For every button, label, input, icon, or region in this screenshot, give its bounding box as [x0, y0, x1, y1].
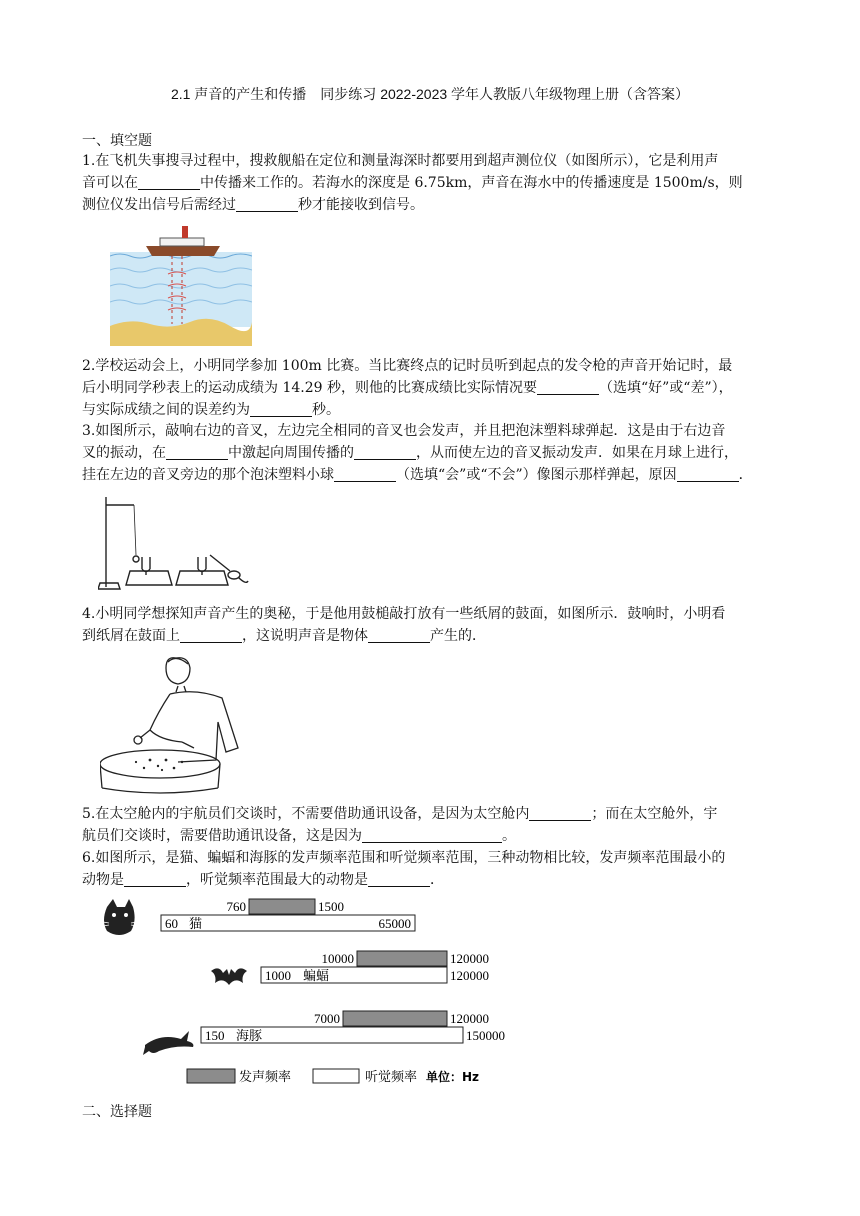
question-2	[82, 355, 782, 421]
emit-high-label: 120000	[450, 1011, 489, 1026]
q1-line1: 1.在飞机失事搜寻过程中，搜救舰船在定位和测量海深时都要用到超声测位仪（如图所示），它是利用声	[82, 153, 719, 169]
q2-line2: 后小明同学秒表上的运动成绩为 14.29 秒，则他的比赛成绩比实际情况要 （选填“好”或“差”），	[82, 380, 733, 396]
answer-blank[interactable]	[166, 444, 228, 460]
section-heading-choice: 二、选择题	[82, 1104, 152, 1120]
emit-bar	[357, 951, 447, 966]
legend-emit-swatch	[187, 1069, 235, 1083]
answer-blank[interactable]	[529, 805, 591, 821]
emit-low-label: 7000	[314, 1011, 340, 1026]
question-3	[82, 420, 782, 486]
dolphin-icon	[143, 1031, 193, 1055]
emit-high-label: 120000	[450, 951, 489, 966]
question-6	[82, 847, 782, 891]
page-title: 2.1 声音的产生和传播 同步练习 2022-2023 学年人教版八年级物理上册（含答案）	[170, 86, 690, 102]
tuning-fork-figure	[98, 495, 250, 595]
answer-blank[interactable]	[180, 627, 242, 643]
q5-line2: 航员们交谈时，需要借助通讯设备，这是因为 。	[82, 828, 516, 844]
q3-line3: 挂在左边的音叉旁边的那个泡沫塑料小球 （选填“会”或“不会”）像图示那样弹起，原因 ．	[82, 467, 753, 483]
bat-icon	[211, 968, 247, 985]
q4-line1: 4.小明同学想探知声音产生的奥秘，于是他用鼓槌敲打放有一些纸屑的鼓面，如图所示．鼓响时，小明看	[82, 606, 726, 622]
q6-line1: 6.如图所示，是猫、蝙蝠和海豚的发声频率范围和听觉频率范围，三种动物相比较，发声频率范围最小的	[82, 850, 726, 866]
q3-line1: 3.如图所示，敲响右边的音叉，左边完全相同的音叉也会发声，并且把泡沫塑料球弹起．这是由于右边音	[82, 423, 726, 439]
hear-low-label: 1000	[265, 968, 291, 983]
answer-blank[interactable]	[368, 627, 430, 643]
section-heading-fill: 一、填空题	[82, 133, 152, 149]
q2-line3: 与实际成绩之间的误差约为 秒。	[82, 402, 340, 418]
answer-blank[interactable]	[236, 196, 298, 212]
animal-name-label: 海豚	[236, 1029, 263, 1044]
cat-icon	[103, 899, 137, 935]
legend-emit-label: 发声频率	[239, 1070, 292, 1085]
answer-blank[interactable]	[250, 401, 312, 417]
hear-low-label: 60	[165, 916, 178, 931]
hear-high-label: 120000	[450, 968, 489, 983]
answer-blank[interactable]	[124, 871, 186, 887]
legend-hear-swatch	[313, 1069, 359, 1083]
legend-unit: 单位：Hz	[426, 1070, 480, 1084]
answer-blank[interactable]	[537, 379, 599, 395]
answer-blank[interactable]	[334, 466, 396, 482]
q1-line3: 测位仪发出信号后需经过 秒才能接收到信号。	[82, 197, 424, 213]
hear-high-label: 65000	[378, 916, 411, 931]
answer-blank[interactable]	[138, 174, 200, 190]
emit-low-label: 10000	[321, 951, 354, 966]
answer-blank[interactable]	[362, 827, 502, 843]
answer-blank[interactable]	[677, 466, 739, 482]
emit-low-label: 760	[226, 899, 246, 914]
drum-boy-figure	[100, 652, 250, 794]
question-5	[82, 803, 782, 847]
hear-low-label: 150	[205, 1028, 225, 1043]
q3-line2: 叉的振动，在 中激起向周围传播的 ，从而使左边的音叉振动发声．如果在月球上进行，	[82, 445, 738, 461]
animal-name-label: 猫	[189, 917, 203, 932]
hear-high-label: 150000	[466, 1028, 505, 1043]
q5-line1: 5.在太空舱内的宇航员们交谈时，不需要借助通讯设备，是因为太空舱内 ；而在太空舱外，宇	[82, 806, 718, 822]
answer-blank[interactable]	[354, 444, 416, 460]
animal-name-label: 蝙蝠	[303, 969, 330, 984]
emit-bar	[343, 1011, 447, 1026]
frequency-range-figure	[95, 895, 515, 1095]
q4-line2: 到纸屑在鼓面上 ，这说明声音是物体 产生的．	[82, 628, 486, 644]
question-4	[82, 603, 782, 647]
legend-hear-label: 听觉频率	[365, 1070, 418, 1085]
emit-bar	[249, 899, 315, 914]
emit-high-label: 1500	[318, 899, 344, 914]
q2-line1: 2.学校运动会上，小明同学参加 100m 比赛。当比赛终点的记时员听到起点的发令枪的声音开始记时，最	[82, 358, 733, 374]
q1-line2: 音可以在 中传播来工作的。若海水的深度是 6.75km，声音在海水中的传播速度是 1500m/s，则	[82, 175, 743, 191]
question-1	[82, 150, 782, 216]
sonar-ship-figure	[110, 224, 252, 346]
answer-blank[interactable]	[368, 871, 430, 887]
q6-line2: 动物是 ，听觉频率范围最大的动物是 ．	[82, 872, 444, 888]
